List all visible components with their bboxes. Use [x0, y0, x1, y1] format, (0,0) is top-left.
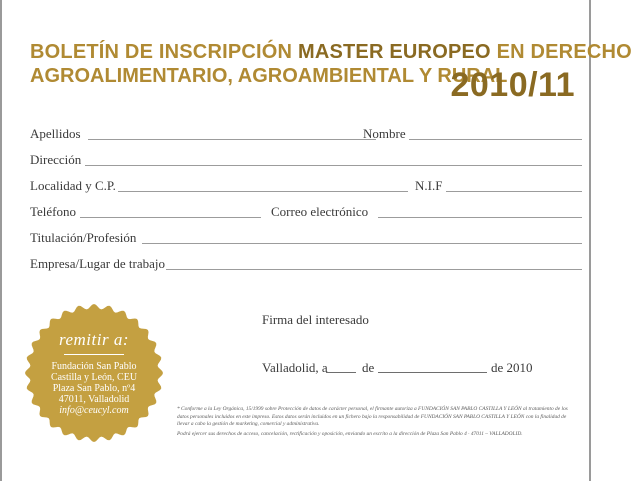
nif-field[interactable]	[446, 191, 582, 192]
apellidos-label: Apellidos	[30, 126, 81, 141]
title-part-1: BOLETÍN DE INSCRIPCIÓN	[30, 41, 293, 63]
year-label: de 2010	[491, 360, 533, 375]
seal-line-3: Plaza San Pablo, nº4	[52, 383, 136, 394]
direccion-label: Dirección	[30, 152, 82, 167]
title-part-2: MASTER EUROPEO	[297, 41, 491, 63]
localidad-field[interactable]	[118, 191, 408, 192]
seal-line-4: 47011, Valladolid	[58, 394, 130, 405]
row-titulacion	[30, 228, 582, 248]
form-title	[30, 40, 632, 104]
correo-field[interactable]	[378, 217, 582, 218]
title-part-3: EN DERECHO	[496, 41, 632, 63]
nif-label: N.I.F	[415, 178, 443, 193]
left-border	[0, 0, 2, 481]
seal-address	[24, 361, 164, 416]
titulacion-field[interactable]	[142, 243, 582, 244]
correo-label: Correo electrónico	[271, 204, 369, 219]
date-line	[262, 358, 562, 378]
row-localidad-nif	[30, 176, 582, 196]
remitir-seal-text	[24, 303, 164, 443]
title-line-1	[30, 40, 632, 64]
row-apellidos-nombre	[30, 124, 582, 144]
seal-line-1: Fundación San Pablo	[51, 361, 137, 372]
seal-heading: remitir a:	[58, 330, 129, 349]
course-year: 2010/11	[450, 66, 575, 104]
direccion-field[interactable]	[85, 165, 582, 166]
right-border	[589, 0, 591, 481]
telefono-label: Teléfono	[30, 204, 77, 219]
seal-email: info@ceucyl.com	[59, 405, 129, 416]
legal-paragraph-2: Podrá ejercer sus derechos de acceso, cancelación, rectificación y oposición, enviando un escrito a la dirección de Plaza San Pablo 4 · 47011 – VALLADOLID.	[177, 430, 523, 437]
seal-line-2: Castilla y León, CEU	[50, 372, 138, 383]
empresa-field[interactable]	[166, 269, 582, 270]
nombre-label: Nombre	[363, 126, 406, 141]
day-field[interactable]	[326, 372, 356, 373]
de-label: de	[362, 360, 375, 375]
legal-notice	[177, 406, 577, 440]
row-empresa	[30, 254, 582, 274]
row-direccion	[30, 150, 582, 170]
signature-label: Firma del interesado	[262, 312, 369, 327]
localidad-label: Localidad y C.P.	[30, 178, 116, 193]
apellidos-field[interactable]	[88, 139, 376, 140]
legal-paragraph-1: * Conforme a la Ley Orgánica, 15/1999 sobre Protección de datos de carácter personal, el firmante autoriza a FUNDACIÓN SAN PABLO CASTILLA Y LEÓN al tratamiento de los datos personales incluidos en este impreso. Estos datos serán incluidos en un fichero bajo la responsabilidad de FUNDACIÓN SAN PABLO CASTILLA Y LEÓN con la finalidad de llevar a cabo la gestión de marketing, comercial y administrativa.	[177, 406, 568, 428]
telefono-field[interactable]	[80, 217, 261, 218]
seal-divider	[64, 354, 124, 355]
month-field[interactable]	[378, 372, 487, 373]
row-telefono-correo	[30, 202, 582, 222]
empresa-label: Empresa/Lugar de trabajo	[30, 256, 165, 271]
titulacion-label: Titulación/Profesión	[30, 230, 137, 245]
nombre-field[interactable]	[409, 139, 582, 140]
place-label: Valladolid, a	[262, 360, 328, 375]
title-line-2: AGROALIMENTARIO, AGROAMBIENTAL Y RURAL	[30, 65, 508, 87]
